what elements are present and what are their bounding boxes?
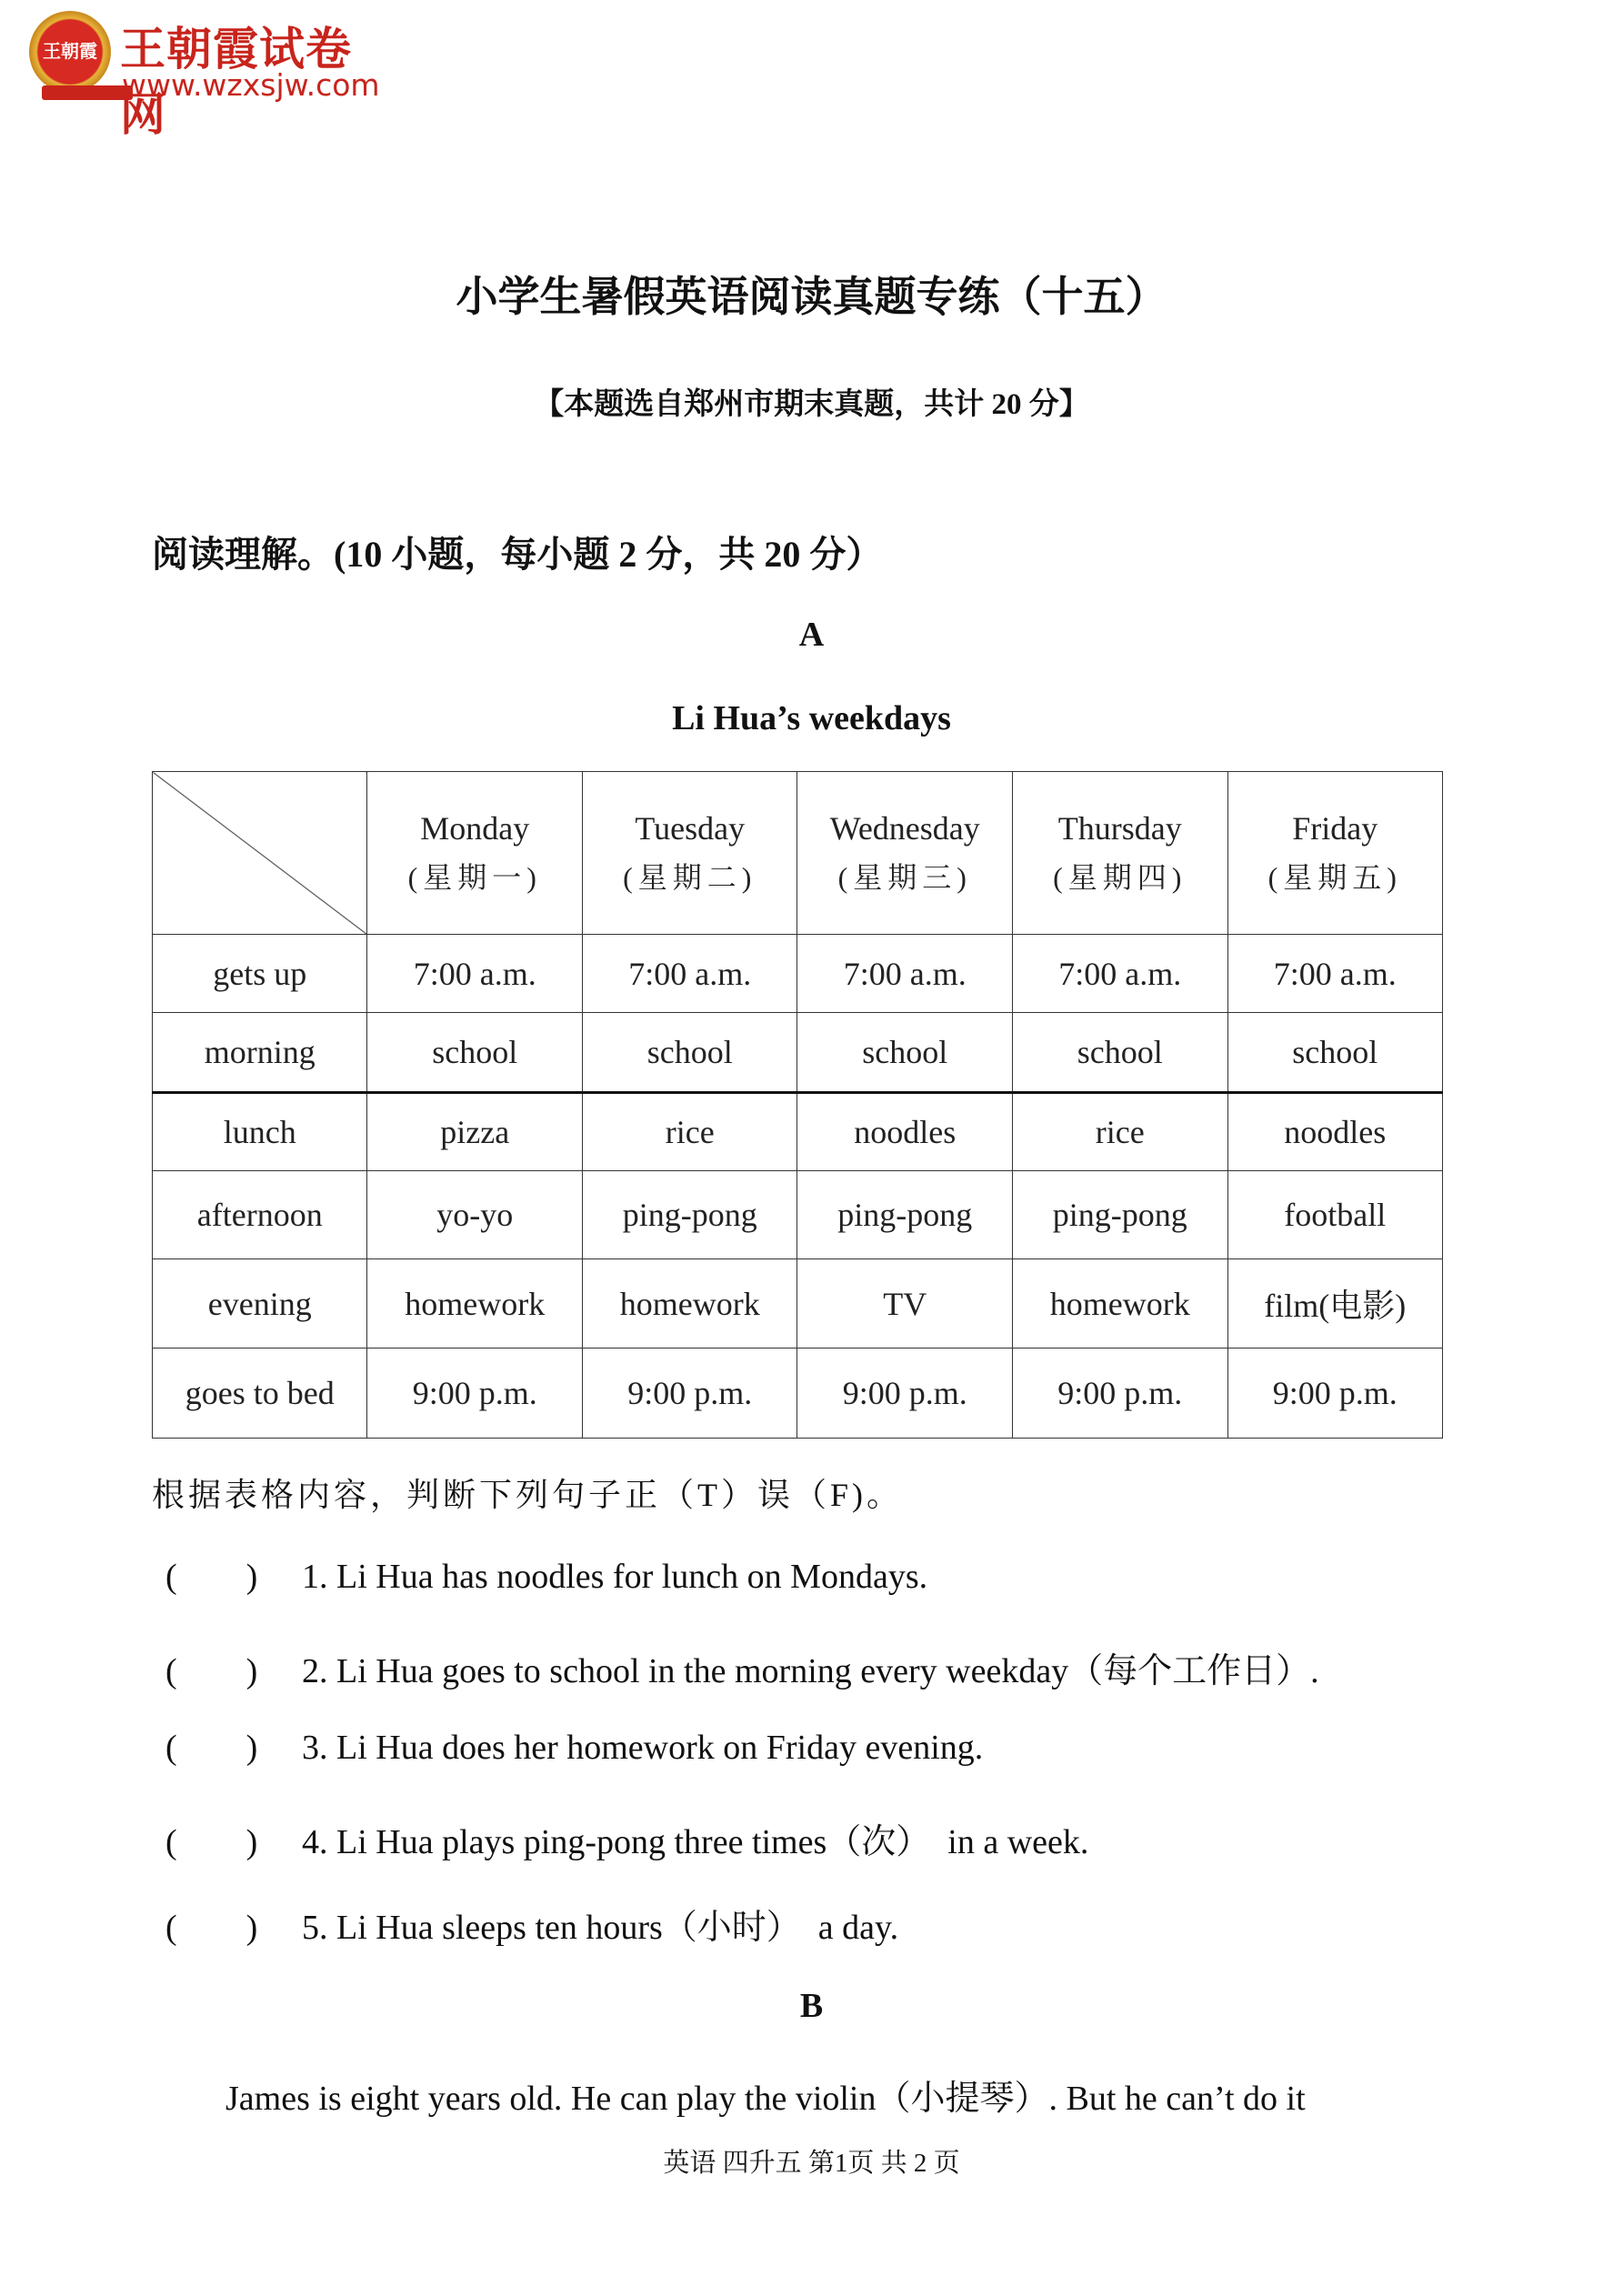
- day-header: Monday (星期一): [367, 772, 583, 935]
- table-cell: homework: [582, 1259, 797, 1349]
- question-item: [165, 1728, 983, 1768]
- table-cell: yo-yo: [367, 1171, 583, 1259]
- table-cell: 9:00 p.m.: [367, 1349, 583, 1439]
- table-cell: school: [1227, 1013, 1443, 1093]
- table-cell: football: [1227, 1171, 1443, 1259]
- table-cell: school: [367, 1013, 583, 1093]
- table-cell: rice: [1013, 1093, 1228, 1171]
- question-text: 3. Li Hua does her homework on Friday evening.: [302, 1729, 984, 1767]
- table-cell: homework: [367, 1259, 583, 1349]
- table-row: [153, 1171, 1443, 1259]
- table-cell: 9:00 p.m.: [797, 1349, 1013, 1439]
- row-label: afternoon: [153, 1171, 367, 1259]
- corner-cell: [153, 772, 367, 935]
- question-item: [165, 1557, 927, 1597]
- day-header: Wednesday (星期三): [797, 772, 1013, 935]
- table-row: [153, 1013, 1443, 1093]
- table-cell: school: [582, 1013, 797, 1093]
- row-label: morning: [153, 1013, 367, 1093]
- answer-blank[interactable]: ( ): [165, 1652, 258, 1690]
- table-title: Li Hua’s weekdays: [672, 699, 951, 737]
- answer-blank[interactable]: ( ): [165, 1909, 258, 1947]
- row-label: lunch: [153, 1093, 367, 1171]
- table-cell: noodles: [797, 1093, 1013, 1171]
- answer-blank[interactable]: ( ): [165, 1558, 258, 1596]
- table-cell: ping-pong: [1013, 1171, 1228, 1259]
- table-cell: 7:00 a.m.: [1013, 935, 1228, 1013]
- schedule-table: [152, 771, 1443, 1439]
- day-header: Tuesday (星期二): [582, 772, 797, 935]
- table-cell: 7:00 a.m.: [1227, 935, 1443, 1013]
- section-heading: 阅读理解。(10 小题，每小题 2 分，共 20 分）: [152, 534, 883, 575]
- table-cell: 9:00 p.m.: [1227, 1349, 1443, 1439]
- row-label: gets up: [153, 935, 367, 1013]
- table-cell: 7:00 a.m.: [367, 935, 583, 1013]
- logo-badge: 王朝霞: [29, 11, 111, 93]
- instruction: 根据表格内容，判断下列句子正（T）误（F)。: [152, 1477, 904, 1513]
- page-title: 小学生暑假英语阅读真题专练（十五）: [456, 272, 1167, 321]
- table-row: [153, 935, 1443, 1013]
- table-cell: film(电影): [1227, 1259, 1443, 1349]
- question-item: [165, 1899, 898, 1949]
- table-row: [153, 1093, 1443, 1171]
- subtitle: 【本题选自郑州市期末真题，共计 20 分】: [534, 388, 1089, 421]
- table-cell: school: [797, 1013, 1013, 1093]
- part-b-label: B: [799, 1987, 824, 2025]
- table-cell: ping-pong: [582, 1171, 797, 1259]
- brand-url: www.wzxsjw.com: [122, 67, 380, 103]
- table-cell: TV: [797, 1259, 1013, 1349]
- answer-blank[interactable]: ( ): [165, 1729, 258, 1767]
- question-text: 1. Li Hua has noodles for lunch on Mondays.: [302, 1558, 928, 1596]
- page-footer: 英语 四升五 第1页 共 2 页: [663, 2149, 960, 2178]
- table-cell: pizza: [367, 1093, 583, 1171]
- question-item: [165, 1642, 1319, 1692]
- answer-blank[interactable]: ( ): [165, 1823, 258, 1861]
- question-text: 2. Li Hua goes to school in the morning every weekday（每个工作日）.: [302, 1652, 1319, 1690]
- table-cell: 9:00 p.m.: [582, 1349, 797, 1439]
- row-label: evening: [153, 1259, 367, 1349]
- day-header: Thursday (星期四): [1013, 772, 1228, 935]
- table-cell: 7:00 a.m.: [797, 935, 1013, 1013]
- row-label: goes to bed: [153, 1349, 367, 1439]
- question-text: 5. Li Hua sleeps ten hours（小时） a day.: [302, 1909, 899, 1947]
- table-header-row: [153, 772, 1443, 935]
- table-row: [153, 1259, 1443, 1349]
- part-a-label: A: [798, 616, 825, 654]
- question-text: 4. Li Hua plays ping-pong three times（次） in a week.: [302, 1823, 1089, 1861]
- table-cell: homework: [1013, 1259, 1228, 1349]
- logo-ribbon: [42, 85, 133, 100]
- table-cell: noodles: [1227, 1093, 1443, 1171]
- table-row: [153, 1349, 1443, 1439]
- table-cell: rice: [582, 1093, 797, 1171]
- site-logo: [27, 7, 391, 141]
- table-cell: ping-pong: [797, 1171, 1013, 1259]
- table-cell: 7:00 a.m.: [582, 935, 797, 1013]
- day-header: Friday (星期五): [1227, 772, 1443, 935]
- table-cell: school: [1013, 1013, 1228, 1093]
- question-item: [165, 1813, 1088, 1863]
- table-cell: 9:00 p.m.: [1013, 1349, 1228, 1439]
- part-b-text: James is eight years old. He can play the violin（小提琴）. But he can’t do it: [225, 2080, 1306, 2118]
- brand-name: 王朝霞试卷网: [120, 23, 352, 141]
